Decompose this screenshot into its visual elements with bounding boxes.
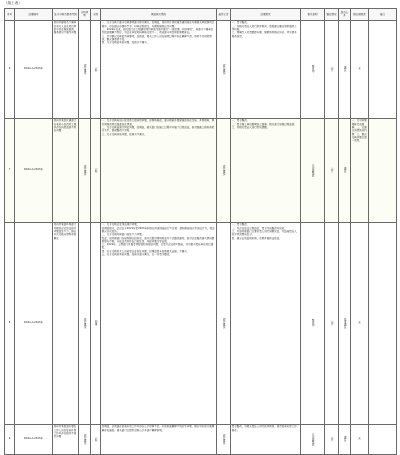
row-no: 9: [5, 424, 15, 454]
row-level: 较重: [91, 222, 101, 424]
row-extra: [369, 20, 397, 118]
row-code: D16A-A-2023年: [15, 20, 53, 118]
row-type: 部分属实: [79, 222, 91, 424]
header-code: 处理编号: [15, 9, 53, 21]
header-type: 分析类型: [79, 9, 91, 21]
row-level: 一般: [91, 20, 101, 118]
row-extra: [369, 222, 397, 424]
row-level: 一般: [91, 424, 101, 454]
row-opinion: 一、责令整改。 二、责令施工单位限期返工维修，相关部门加强过程监管。 三、对相关责任人进行约谈提醒。: [231, 118, 301, 222]
row-detail: 一、关于反映大部分反映事项部分核实属实。经调查，郑州市住房和城乡建设局在办理相关审批事项过程中，存在群众办事环节多、材料重复提交、办理时限较长等问题。 二、2022年以来，相关部门在工程建设项目审批改革中推行“一窗受理、并联审批”，但部分下属单位对政策理解不到位，对企业申报材料审核尺度不一，造成部分项目审批周期延长。 三、针对群众反映的具体事项，经核查，相关工作人员在接待过程中存在解释不清、答复不及时的情况，群众满意度不高。 四、关于反映的其他问题，经核实不属实。: [101, 20, 217, 118]
row-verdict: 部分属实: [217, 222, 231, 424]
row-note: 已完成整改: [301, 424, 325, 454]
case-table: [4, 8, 397, 455]
row-verdict: 部分属实: [217, 118, 231, 222]
row-note: 整改中: [301, 20, 325, 118]
row-remark: 一、已对问题楼栋完成维修；二、已建立质量回访机制；三、群众反映问题已逐一答复。: [351, 118, 369, 222]
table-caption: （续上表）: [4, 1, 22, 5]
header-detail: 调查核实情况: [101, 9, 217, 21]
header-verdict: 最终认定: [217, 9, 231, 21]
row-detail: 一、关于反映企业违法排污问题。 经调查核实，该企业于2021年至2023年间存在环保设施运行不正常、超标排放废水等违法行为，周边群众多次投诉。 二、关于反映环保部门查处不力问题。 经查，县环保部门在接到群众投诉后，虽多次组织现场检查并下达整改通知，但对企业整改落实情况跟踪督办不够，未依法及时作出行政处罚，导致问题反复出现。 三、2022年，上级部门开展专项督查时发现该问题，已责令企业停产整治，并对相关责任单位进行通报。 四、关于反映有关人员收受企业好处问题，经调查暂未发现相关证据，不属实。 五、关于反映的其他问题，经核实部分属实，已一并责令整改。: [101, 222, 217, 424]
header-no: 序号: [5, 9, 15, 21]
row-remark: 无: [351, 424, 369, 454]
row-subject: 郑州市某街道办事处工作人员在征收补偿工作中存在程序不规范问题: [53, 424, 79, 454]
row-satisfaction: 基本满意: [339, 222, 351, 424]
row-public: 公开: [325, 118, 339, 222]
table-row: [5, 424, 397, 454]
row-code: D16A-A-2023年: [15, 222, 53, 424]
row-no: 6: [5, 20, 15, 118]
header-subject: 处分对象及职务等级: [53, 9, 79, 21]
row-detail: 一、关于反映老旧小区改造工程质量问题。经现场核查，部分楼栋外墙保温层存在空鼓、开裂现象，雨污管网改造后局部存在渗漏。 二、关于反映监管不到位问题。经调查，相关部门在施工过程中开展了日常巡查，但对隐蔽工程验收把关不严，督促整改不及时。 三、关于反映其他问题，经核实不属实。: [101, 118, 217, 222]
row-opinion: 一、责令整改。 二、对企业依法立案查处，责令完成整改并验收。 三、对县环保部门主要负责人进行诫勉谈话，对直接责任人给予党内警告处分。 四、建立长效监管机制，定期开展执法检查。: [231, 222, 301, 424]
table-row: [5, 222, 397, 424]
row-subject: 郑州市某区住建部门在老旧小区改造工程中存在质量监管不到位问题: [53, 118, 79, 222]
row-type: 部分属实: [79, 20, 91, 118]
row-satisfaction: 满意: [339, 118, 351, 222]
row-satisfaction: 满意: [339, 424, 351, 454]
header-public: 整改情况: [325, 9, 339, 21]
row-verdict: 部分属实: [217, 424, 231, 454]
row-remark: 无: [351, 222, 369, 424]
table-row: [5, 20, 397, 118]
row-no: 7: [5, 118, 15, 222]
row-public: 公开: [325, 222, 339, 424]
row-detail: 经调查，该街道在征收补偿工作中存在公示时间不足、补偿标准解释不到位等问题，群众对补偿方案理解存在偏差。相关部门已组织重新公示并逐户解释说明。: [101, 424, 217, 454]
row-public: 公开: [325, 424, 339, 454]
row-verdict: 部分属实: [217, 20, 231, 118]
row-extra: [369, 424, 397, 454]
row-opinion: 责令整改，对相关责任人进行批评教育，规范征收补偿工作程序。: [231, 424, 301, 454]
row-type: 部分属实: [79, 424, 91, 454]
row-remark: 无: [351, 20, 369, 118]
row-code: D16A-A-2023年: [15, 424, 53, 454]
header-level: 分级: [91, 9, 101, 21]
row-satisfaction: 满意: [339, 20, 351, 118]
header-opinion: 处理意见: [231, 9, 301, 21]
header-satisfaction: 是否公开: [339, 9, 351, 21]
table-row: [5, 118, 397, 222]
row-subject: 郑州市某县环保部门对辖区企业违法排污问题查处不力，群众多次反映未得到有效解决: [53, 222, 79, 424]
row-level: 一般: [91, 118, 101, 222]
row-extra: [369, 118, 397, 222]
row-opinion: 一、责令整改。 二、对相关责任人进行批评教育，督促建立健全审批服务工作机制。 三、明确专人负责跟踪办理，限期答复群众诉求，切实提升服务质量。: [231, 20, 301, 118]
row-code: D16A-A-2023年: [15, 118, 53, 222]
header-extra: 备注: [369, 9, 397, 21]
header-note: 相关说明: [301, 9, 325, 21]
row-note: 整改中: [301, 222, 325, 424]
row-subject: 郑州市建委及下属单位有关人员在项目审批中存在拖延推诿、服务意识不强等问题: [53, 20, 79, 118]
table-header-row: [5, 9, 397, 21]
row-no: 8: [5, 222, 15, 424]
header-remark: 群众满意度: [351, 9, 369, 21]
row-note: 已完成整改: [301, 118, 325, 222]
row-type: 部分属实: [79, 118, 91, 222]
row-public: 公开: [325, 20, 339, 118]
